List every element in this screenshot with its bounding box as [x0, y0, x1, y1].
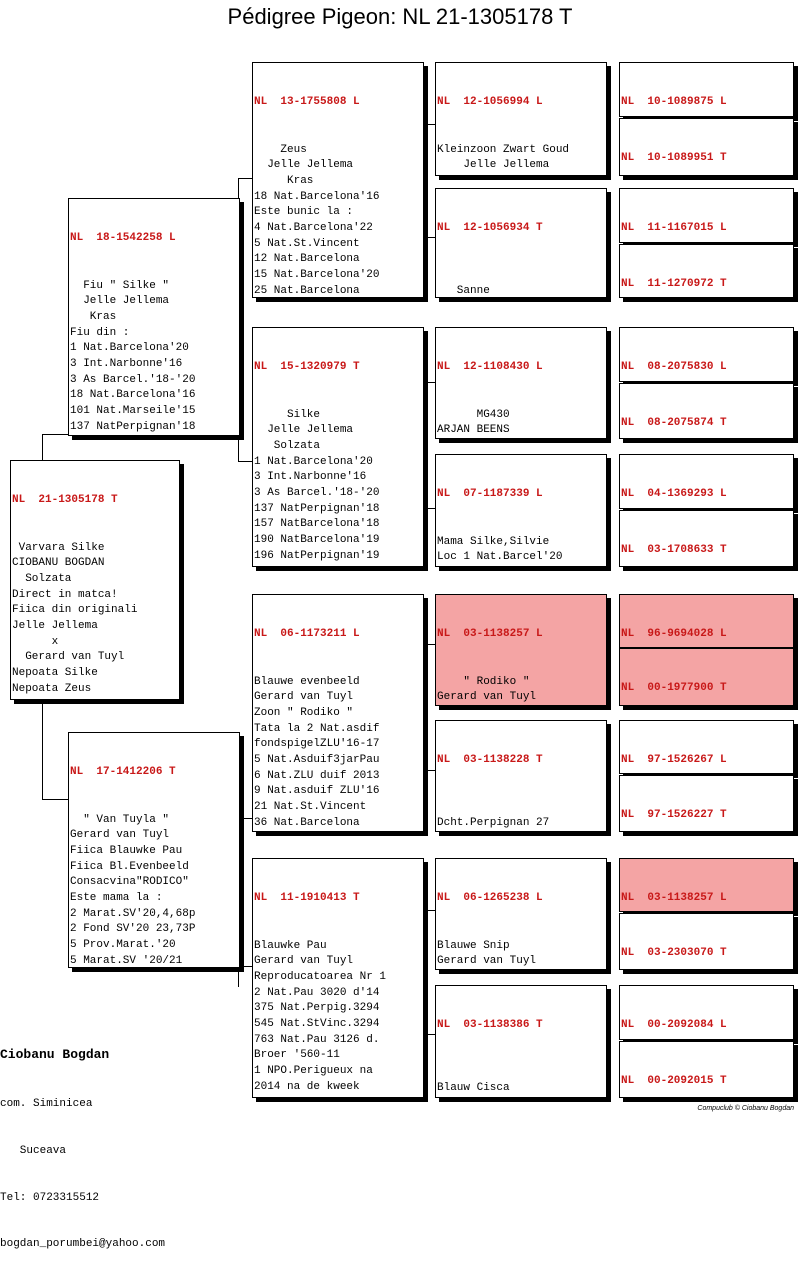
pedigree-line: 4 Nat.Barcelona'22 — [254, 221, 422, 237]
pedigree-line: 375 Nat.Perpig.3294 — [254, 1001, 422, 1017]
pedigree-line: 21 Nat.St.Vincent — [254, 800, 422, 816]
ring-number: NL 04-1369293 L — [621, 487, 792, 503]
pedigree-line: Kleinzoon Zwart Goud — [437, 143, 605, 159]
ring-number: NL 21-1305178 T — [12, 493, 178, 509]
pedigree-line: Kras — [70, 310, 238, 326]
pedigree-line: Fiu " Silke " — [70, 279, 238, 295]
pedigree-line: fondspigelZLU'16-17 — [254, 737, 422, 753]
connector-line — [238, 461, 253, 462]
ring-number: NL 10-1089875 L — [621, 95, 792, 111]
pedigree-line: 1 NPO.Perigueux na — [254, 1064, 422, 1080]
pedigree-line: Gerard van Tuyl — [70, 828, 238, 844]
pedigree-line: ARJAN BEENS — [437, 423, 605, 439]
pedigree-line: 137 NatPerpignan'18 — [254, 502, 422, 518]
ring-number: NL 00-2092015 T — [621, 1074, 792, 1090]
pedigree-card-small — [619, 1041, 794, 1098]
pedigree-card-small — [619, 383, 794, 439]
pedigree-line: Fiica Blauwke Pau — [70, 844, 238, 860]
pedigree-line: 18 Nat.Barcelona'16 — [70, 388, 238, 404]
pedigree-line: Dcht.Perpignan 27 — [437, 816, 605, 832]
pedigree-line: Tata la 2 Nat.asdif — [254, 722, 422, 738]
pedigree-line: 3 As Barcel.'18-'20 — [70, 373, 238, 389]
pedigree-line: Nepoata Silke — [12, 666, 178, 682]
ring-number: NL 03-1708633 T — [621, 543, 792, 559]
pedigree-line: MG430 — [437, 408, 605, 424]
ring-number: NL 17-1412206 T — [70, 765, 238, 781]
ring-number: NL 11-1167015 L — [621, 221, 792, 237]
pedigree-line: 1 Nat.Barcelona'20 — [254, 455, 422, 471]
connector-line — [42, 434, 43, 461]
page-title: Pédigree Pigeon: NL 21-1305178 T — [0, 4, 800, 30]
connector-line — [238, 966, 253, 967]
pedigree-card-small-highlighted — [619, 858, 794, 912]
pedigree-card — [435, 188, 607, 298]
pedigree-line: 6 Nat.ZLU duif 2013 — [254, 769, 422, 785]
ring-number: NL 06-1173211 L — [254, 627, 422, 643]
ring-number: NL 00-1977900 T — [621, 681, 792, 697]
pedigree-line — [437, 174, 605, 176]
pedigree-card — [435, 327, 607, 439]
pedigree-card-granddam-maternal — [252, 858, 424, 1098]
pedigree-card-small — [619, 244, 794, 298]
ring-number: NL 03-1138257 L — [621, 891, 792, 907]
pedigree-line: Fiica Bl.Evenbeeld — [70, 860, 238, 876]
pedigree-line: Blauw Cisca — [437, 1081, 605, 1097]
pedigree-line: 25 Nat.Barcelona — [254, 284, 422, 298]
pedigree-line: Sanne — [437, 284, 605, 298]
pedigree-line: Silke — [254, 408, 422, 424]
ring-number: NL 97-1526227 T — [621, 808, 792, 824]
pedigree-line: Blauwke Pau — [254, 939, 422, 955]
pedigree-line: Gerard van Tuyl — [437, 954, 605, 970]
ring-number: NL 13-1755808 L — [254, 95, 422, 111]
pedigree-line: Loc 1 Nat.Barcel'20 — [437, 550, 605, 566]
owner-info — [0, 1016, 165, 1269]
pedigree-line: Solzata — [12, 572, 178, 588]
pedigree-card-small — [619, 720, 794, 774]
ring-number: NL 03-1138386 T — [437, 1018, 605, 1034]
pedigree-line: Fiu din : — [70, 326, 238, 342]
pedigree-card-subject — [10, 460, 180, 700]
ring-number: NL 11-1270972 T — [621, 277, 792, 293]
pedigree-line: Zeus — [254, 143, 422, 159]
pedigree-card-sire — [68, 198, 240, 436]
pedigree-line: Blauwe Snip — [437, 939, 605, 955]
pedigree-line: 5 Prov.Marat.'20 — [70, 938, 238, 954]
pedigree-card-small — [619, 188, 794, 243]
pedigree-line: Gerard van Tuyl — [12, 650, 178, 666]
pedigree-line: Mama Silke,Silvie — [437, 535, 605, 551]
ring-number: NL 12-1056994 L — [437, 95, 605, 111]
pedigree-card — [435, 985, 607, 1098]
pedigree-card-small — [619, 775, 794, 832]
pedigree-card-small-highlighted — [619, 594, 794, 648]
connector-line — [42, 799, 69, 800]
pedigree-line: 1 Nat.Barcelona'20 — [70, 341, 238, 357]
pedigree-line: Blauwe evenbeeld — [254, 675, 422, 691]
connector-line — [42, 434, 69, 435]
ring-number: NL 11-1910413 T — [254, 891, 422, 907]
ring-number: NL 00-2092084 L — [621, 1018, 792, 1034]
pedigree-line: 196 NatPerpignan'19 — [254, 549, 422, 565]
pedigree-card-small — [619, 454, 794, 509]
pedigree-card-small-highlighted — [619, 648, 794, 706]
pedigree-card-grandsire-maternal — [252, 594, 424, 832]
pedigree-card — [435, 720, 607, 832]
pedigree-line: Nepoata Zeus — [12, 682, 178, 698]
pedigree-line: Broer '560-11 — [254, 1048, 422, 1064]
owner-address-line: com. Siminicea — [0, 1097, 165, 1113]
ring-number: NL 12-1108430 L — [437, 360, 605, 376]
pedigree-line — [437, 1066, 605, 1082]
pedigree-line: 3 Int.Narbonne'16 — [70, 357, 238, 373]
pedigree-line: Jelle Jellema — [254, 423, 422, 439]
ring-number: NL 03-2303070 T — [621, 946, 792, 962]
pedigree-line: 2014 na de kweek — [254, 1080, 422, 1096]
pedigree-line: 545 Nat.StVinc.3294 — [254, 1017, 422, 1033]
pedigree-line: 2 Nat.Pau 3020 d'14 — [254, 986, 422, 1002]
pedigree-line: 763 Nat.Pau 3126 d. — [254, 1033, 422, 1049]
pedigree-card-small — [619, 985, 794, 1040]
pedigree-line: Jelle Jellema — [70, 294, 238, 310]
connector-line — [238, 966, 239, 987]
ring-number: NL 07-1187339 L — [437, 487, 605, 503]
pedigree-card — [435, 858, 607, 970]
pedigree-line — [12, 698, 178, 700]
pedigree-card — [435, 454, 607, 567]
owner-name: Ciobanu Bogdan — [0, 1047, 165, 1063]
pedigree-line: 5 Nat.Asduif3jarPau — [254, 753, 422, 769]
pedigree-line: Gerard van Tuyl — [437, 690, 605, 706]
pedigree-line: 157 NatBarcelona'18 — [254, 517, 422, 533]
pedigree-line: " Van Tuyla " — [70, 813, 238, 829]
pedigree-line: x — [12, 635, 178, 651]
ring-number: NL 03-1138257 L — [437, 627, 605, 643]
connector-line — [238, 178, 253, 179]
pedigree-line — [437, 1097, 605, 1098]
pedigree-line: Zoon " Rodiko " — [254, 706, 422, 722]
pedigree-line: 5 Marat.SV '20/21 — [70, 954, 238, 968]
pedigree-card-small — [619, 913, 794, 970]
owner-email: bogdan_porumbei@yahoo.com — [0, 1237, 165, 1253]
ring-number: NL 03-1138228 T — [437, 753, 605, 769]
pedigree-line: Jelle Jellema — [437, 158, 605, 174]
connector-line — [238, 818, 253, 819]
pedigree-line: 9 Nat.asduif ZLU'16 — [254, 784, 422, 800]
ring-number: NL 96-9694028 L — [621, 627, 792, 643]
pedigree-line: Jelle Jellema — [254, 158, 422, 174]
ring-number: NL 18-1542258 L — [70, 231, 238, 247]
ring-number: NL 10-1089951 T — [621, 151, 792, 167]
pedigree-line: 2 Fond SV'20 23,73P — [70, 922, 238, 938]
pedigree-line: 36 Nat.Barcelona — [254, 816, 422, 832]
pedigree-line: " Rodiko " — [437, 675, 605, 691]
ring-number: NL 08-2075830 L — [621, 360, 792, 376]
ring-number: NL 12-1056934 T — [437, 221, 605, 237]
pedigree-line: 5 Nat.St.Vincent — [254, 237, 422, 253]
pedigree-line: 12 Nat.Barcelona — [254, 252, 422, 268]
pedigree-line: Solzata — [254, 439, 422, 455]
pedigree-line — [437, 566, 605, 567]
pedigree-line: 15 Nat.Barcelona'20 — [254, 268, 422, 284]
pedigree-line: 2 Marat.SV'20,4,68p — [70, 907, 238, 923]
pedigree-line: 137 NatPerpignan'18 — [70, 420, 238, 436]
pedigree-line: Este mama la : — [70, 891, 238, 907]
connector-line — [238, 439, 239, 461]
pedigree-line: Consacvina"RODICO" — [70, 875, 238, 891]
pedigree-line: Reproducatoarea Nr 1 — [254, 970, 422, 986]
pedigree-card-highlighted — [435, 594, 607, 706]
pedigree-line: Gerard van Tuyl — [254, 690, 422, 706]
pedigree-line: Varvara Silke — [12, 541, 178, 557]
pedigree-line — [254, 565, 422, 567]
footer-credit: Compuclub © Ciobanu Bogdan — [697, 1105, 794, 1112]
pedigree-line: 18 Nat.Barcelona'16 — [254, 190, 422, 206]
pedigree-card — [435, 62, 607, 176]
pedigree-line: Jelle Jellema — [12, 619, 178, 635]
pedigree-card-granddam-paternal — [252, 327, 424, 567]
ring-number: NL 97-1526267 L — [621, 753, 792, 769]
connector-line — [42, 699, 43, 799]
pedigree-line: Este bunic la : — [254, 205, 422, 221]
pedigree-card-small — [619, 510, 794, 567]
pedigree-line: Direct in matca! — [12, 588, 178, 604]
pedigree-card-small — [619, 327, 794, 382]
pedigree-line — [437, 269, 605, 285]
owner-phone: Tel: 0723315512 — [0, 1191, 165, 1207]
owner-address-line: Suceava — [0, 1144, 165, 1160]
ring-number: NL 06-1265238 L — [437, 891, 605, 907]
pedigree-line: 190 NatBarcelona'19 — [254, 533, 422, 549]
pedigree-line: Fiica din originali — [12, 603, 178, 619]
pedigree-line: Gerard van Tuyl — [254, 954, 422, 970]
pedigree-line: 3 Int.Narbonne'16 — [254, 470, 422, 486]
pedigree-card-small — [619, 118, 794, 176]
pedigree-line: 101 Nat.Marseile'15 — [70, 404, 238, 420]
pedigree-line — [437, 801, 605, 817]
pedigree-card-small — [619, 62, 794, 117]
pedigree-card-grandsire-paternal — [252, 62, 424, 298]
ring-number: NL 15-1320979 T — [254, 360, 422, 376]
pedigree-line: Kras — [254, 174, 422, 190]
pedigree-card-dam — [68, 732, 240, 968]
pedigree-line: CIOBANU BOGDAN — [12, 556, 178, 572]
ring-number: NL 08-2075874 T — [621, 416, 792, 432]
pedigree-line: 3 As Barcel.'18-'20 — [254, 486, 422, 502]
